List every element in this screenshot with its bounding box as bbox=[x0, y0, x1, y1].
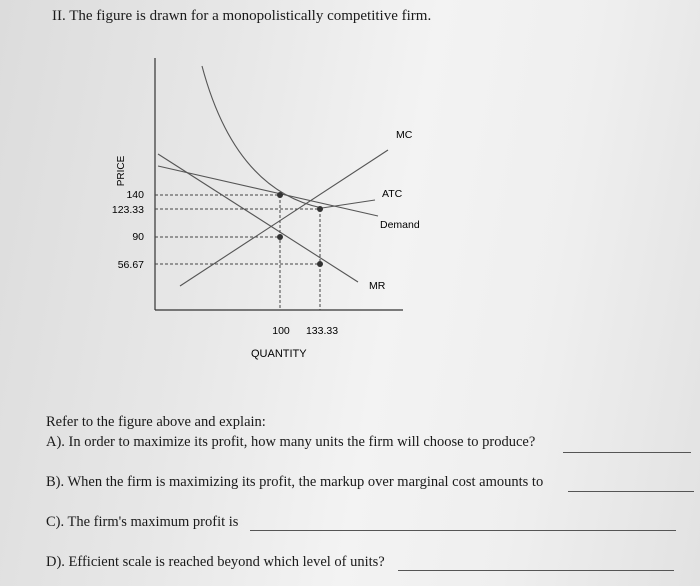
point-atc-demand bbox=[317, 206, 323, 212]
point-mr-q133 bbox=[317, 261, 323, 267]
point-demand-q100 bbox=[277, 192, 283, 198]
price-tick-123-33: 123.33 bbox=[111, 204, 144, 216]
price-tick-56-67: 56.67 bbox=[117, 259, 144, 271]
quantity-tick-133-33: 133.33 bbox=[305, 325, 339, 337]
mc-curve bbox=[180, 150, 388, 286]
mc-label: MC bbox=[396, 129, 413, 141]
atc-label: ATC bbox=[382, 188, 403, 200]
mr-label: MR bbox=[369, 280, 386, 292]
point-mc-mr bbox=[277, 234, 283, 240]
x-axis-label: QUANTITY bbox=[251, 348, 307, 360]
answer-blank-a[interactable] bbox=[563, 452, 691, 453]
answer-blank-b[interactable] bbox=[568, 491, 694, 492]
atc-curve bbox=[202, 66, 375, 208]
question-a: A). In order to maximize its profit, how many units the firm will choose to produce? bbox=[46, 434, 536, 450]
demand-label: Demand bbox=[380, 219, 420, 231]
price-tick-90: 90 bbox=[132, 231, 144, 243]
question-d: D). Efficient scale is reached beyond which level of units? bbox=[46, 554, 385, 570]
answer-blank-c[interactable] bbox=[250, 530, 676, 531]
question-b: B). When the firm is maximizing its profit, the markup over marginal cost amounts to bbox=[46, 474, 544, 490]
answer-blank-d[interactable] bbox=[398, 570, 674, 571]
question-heading: II. The figure is drawn for a monopolistically competitive firm. bbox=[52, 8, 432, 24]
questions-intro: Refer to the figure above and explain: bbox=[46, 414, 266, 430]
y-axis-label: PRICE bbox=[116, 155, 127, 187]
price-tick-140: 140 bbox=[126, 189, 144, 201]
question-c: C). The firm's maximum profit is bbox=[46, 514, 239, 530]
quantity-tick-100: 100 bbox=[272, 325, 290, 337]
